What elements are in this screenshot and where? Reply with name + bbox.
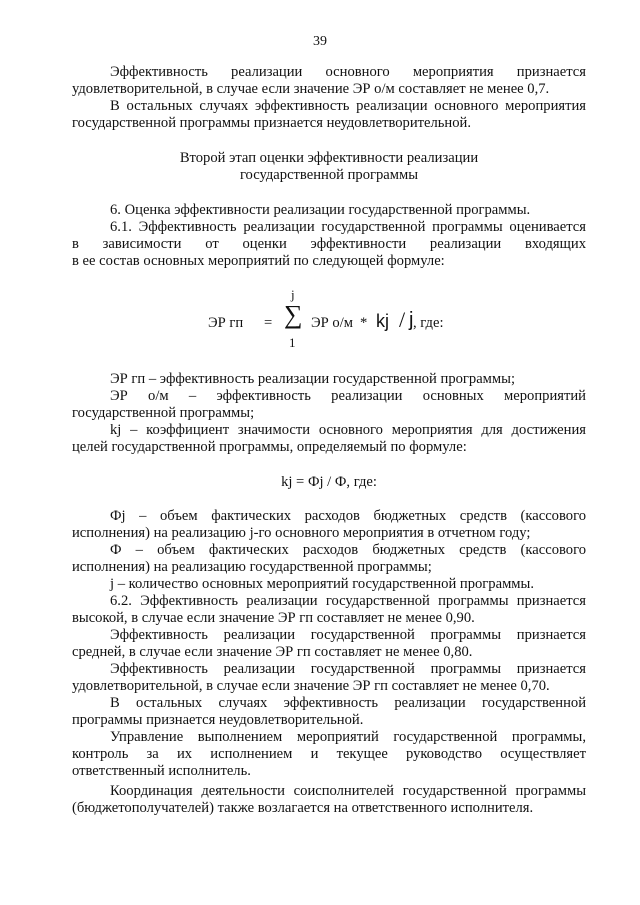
section62-line1: 6.2. Эффективность реализации государственной программы признается xyxy=(110,593,586,609)
unsatisfactory-rating-line2: программы признается неудовлетворительной. xyxy=(72,712,364,728)
formula-kj: kj xyxy=(376,311,389,331)
formula-slash: / xyxy=(399,307,406,332)
formula-sum-upper: j xyxy=(291,287,295,302)
medium-rating-line1: Эффективность реализации государственной программы признается xyxy=(110,627,586,643)
satisfactory-rating-line1: Эффективность реализации государственной программы признается xyxy=(110,661,586,677)
para2-line2: государственной программы признается неудовлетворительной. xyxy=(72,115,471,131)
para1-line1: Эффективность реализации основного мероприятия признается xyxy=(110,64,586,80)
page-number: 39 xyxy=(313,34,327,49)
definition-kj-line1: kj – коэффициент значимости основного мероприятия для достижения xyxy=(110,422,586,438)
management-line2: контроль за их исполнением и текущее руководство осуществляет xyxy=(72,746,586,762)
medium-rating-line2: средней, в случае если значение ЭР гп составляет не менее 0,80. xyxy=(72,644,473,660)
satisfactory-rating-line2: удовлетворительной, в случае если значение ЭР гп составляет не менее 0,70. xyxy=(72,678,550,694)
section-heading-line2: государственной программы xyxy=(239,167,419,183)
definition-f-line1: Ф – объем фактических расходов бюджетных средств (кассового xyxy=(110,542,586,558)
management-line3: ответственный исполнитель. xyxy=(72,763,251,779)
section-heading-line1: Второй этап оценки эффективности реализации xyxy=(179,150,479,166)
definition-fj-line2: исполнения) на реализацию j-го основного мероприятия в отчетном году; xyxy=(72,525,531,541)
formula-term: ЭР о/м xyxy=(311,315,353,331)
definition-f-line2: исполнения) на реализацию государственной программы; xyxy=(72,559,432,575)
coordination-line2: (бюджетополучателей) также возлагается на ответственного исполнителя. xyxy=(72,800,534,816)
formula-equals: = xyxy=(264,315,273,331)
section62-line2: высокой, в случае если значение ЭР гп составляет не менее 0,90. xyxy=(72,610,475,626)
formula-lhs: ЭР гп xyxy=(208,315,244,331)
formula-tail: , где: xyxy=(413,315,444,331)
section6-title: 6. Оценка эффективности реализации государственной программы. xyxy=(110,202,531,218)
definition-kj-line2: целей государственной программы, определяемый по формуле: xyxy=(72,439,467,455)
definition-fj-line1: Фj – объем фактических расходов бюджетных средств (кассового xyxy=(110,508,586,524)
unsatisfactory-rating-line1: В остальных случаях эффективность реализации государственной xyxy=(110,695,586,711)
formula-kj-definition: kj = Фj / Ф, где: xyxy=(281,474,377,490)
section61-line3: в ее состав основных мероприятий по следующей формуле: xyxy=(72,253,445,269)
para2-line1: В остальных случаях эффективность реализации основного мероприятия xyxy=(110,98,586,114)
coordination-line1: Координация деятельности соисполнителей государственной программы xyxy=(110,783,586,799)
formula-j: j xyxy=(409,309,414,331)
formula-times: * xyxy=(360,315,368,331)
formula-sum-lower: 1 xyxy=(289,335,296,350)
section61-line1: 6.1. Эффективность реализации государственной программы оценивается xyxy=(110,219,586,235)
para1-line2: удовлетворительной, в случае если значение ЭР о/м составляет не менее 0,7. xyxy=(72,81,550,97)
formula-sum-sign: ∑ xyxy=(284,300,303,329)
management-line1: Управление выполнением мероприятий государственной программы, xyxy=(110,729,586,745)
definition-j: j – количество основных мероприятий государственной программы. xyxy=(110,576,534,592)
section61-line2: в зависимости от оценки эффективности реализации входящих xyxy=(72,236,586,252)
definition-erom-line2: государственной программы; xyxy=(72,405,255,421)
definition-erg: ЭР гп – эффективность реализации государственной программы; xyxy=(110,371,515,387)
definition-erom-line1: ЭР о/м – эффективность реализации основных мероприятий xyxy=(110,388,586,404)
